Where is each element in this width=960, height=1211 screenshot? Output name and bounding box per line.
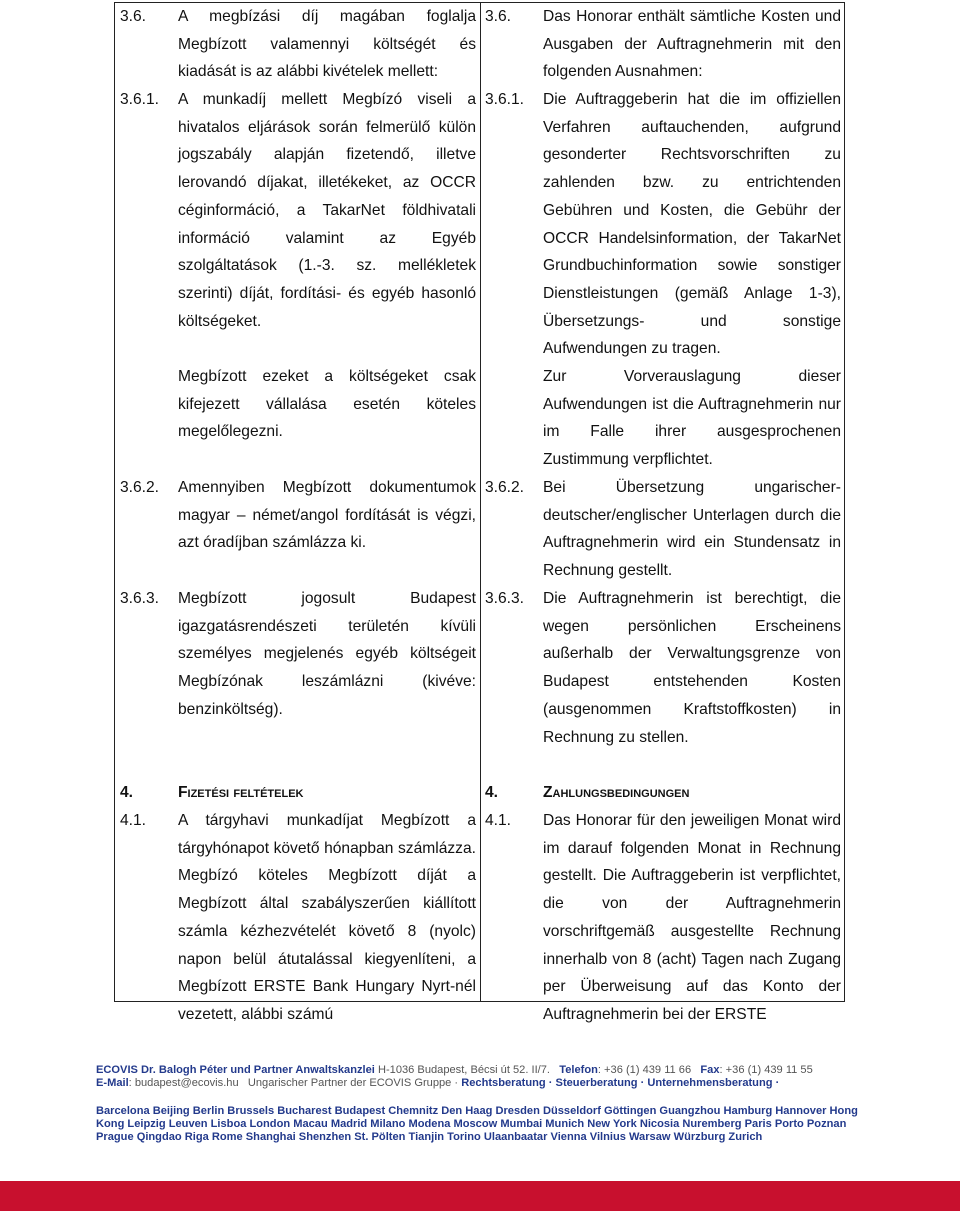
office-cities: Barcelona Beijing Berlin Brussels Bucharest Budapest Chemnitz Den Haag Dresden Düsseldorf Göttingen Guangzhou Hamburg Hannover Hong Kong Leipzig Leuven Lisboa London Macau Madrid Milano Modena Moscow Mumbai Munich New York Nicosia Nuremberg Paris Porto Poznan Prague Qingdao Riga Rome Shanghai Shenzhen St. Pölten Tianjin Torino Ulaanbaatar Vienna Vilnius Warsaw Würzburg Zurich	[96, 1104, 858, 1144]
section-title: Zahlungsbedingungen	[543, 784, 690, 801]
section-text: Megbízott ezeket a költségeket csak kifejezett vállalása esetén köteles megelőlegezni.	[178, 368, 476, 441]
footer-email-line	[96, 1077, 866, 1090]
phone-number: : +36 (1) 439 11 66	[597, 1064, 692, 1076]
section-number: 3.6.1.	[120, 91, 160, 108]
firm-address: H-1036 Budapest, Bécsi út 52. II/7.	[377, 1064, 551, 1076]
fax-number: : +36 (1) 439 11 55	[719, 1064, 813, 1076]
section-number: 4.	[485, 784, 499, 801]
services-list: Rechtsberatung · Steuerberatung · Unternehmensberatung ·	[461, 1077, 780, 1090]
section-number: 3.6.3.	[485, 590, 525, 607]
section-text: Das Honorar für den jeweiligen Monat wird im darauf folgenden Monat in Rechnung gestellt. Die Auftraggeberin ist verpflichtet, die von der Auftragnehmerin vorschriftgemäß ausgestellte Rechnung innerhalb von 8 (acht) Tagen nach Zugang per Überweisung auf das Konto der Auftragnehmerin bei der ERSTE	[543, 812, 841, 1023]
footer-contact-line	[96, 1064, 866, 1077]
section-text: Bei Übersetzung ungarischer-deutscher/englischer Unterlagen durch die Auftragnehmerin wird ein Stundensatz in Rechnung gestellt.	[543, 479, 841, 580]
section-number: 3.6.2.	[485, 479, 525, 496]
section-number: 4.	[120, 784, 134, 801]
email-label: E-Mail	[96, 1077, 129, 1090]
fax-label: Fax	[700, 1064, 720, 1076]
section-number: 3.6.	[120, 8, 147, 25]
section-number: 4.1.	[120, 812, 147, 829]
section-number: 3.6.	[485, 8, 512, 25]
section-number: 3.6.2.	[120, 479, 160, 496]
section-text: A megbízási díj magában foglalja Megbízott valamennyi költségét és kiadását is az alábbi kivételek mellett:	[178, 8, 476, 81]
section-number: 3.6.1.	[485, 91, 525, 108]
phone-label: Telefon	[559, 1064, 598, 1076]
section-text: Die Auftragnehmerin ist berechtigt, die wegen persönlichen Erscheinens außerhalb der Verwaltungsgrenze von Budapest entstehenden Kosten (ausgenommen Kraftstoffkosten) in Rechnung zu stellen.	[543, 590, 841, 746]
section-text: A munkadíj mellett Megbízó viseli a hivatalos eljárások során felmerülő külön jogszabály alapján fizetendő, illetve lerovandó díjakat, illetékeket, az OCCR céginformáció, a TakarNet földhivatali információ valamint az Egyéb szolgáltatások (1.-3. sz. mellékletek szerinti) díját, fordítási- és egyéb hasonló költségeket.	[178, 91, 476, 330]
firm-name: ECOVIS Dr. Balogh Péter und Partner Anwaltskanzlei	[96, 1064, 375, 1076]
section-text: Zur Vorverauslagung dieser Aufwendungen ist die Auftragnehmerin nur im Falle ihrer ausgesprochenen Zustimmung verpflichtet.	[543, 368, 841, 469]
section-text: Amennyiben Megbízott dokumentumok magyar – német/angol fordítását is végzi, azt óradíjban számlázza ki.	[178, 479, 476, 552]
section-text: Das Honorar enthält sämtliche Kosten und Ausgaben der Auftragnehmerin mit den folgenden Ausnahmen:	[543, 8, 841, 81]
page-footer	[96, 1064, 866, 1144]
partner-note: Ungarischer Partner der ECOVIS Gruppe ·	[247, 1077, 459, 1090]
email-address[interactable]: : budapest@ecovis.hu	[128, 1077, 239, 1090]
bilingual-contract-table	[114, 2, 845, 1023]
section-number: 4.1.	[485, 812, 512, 829]
section-text: Megbízott jogosult Budapest igazgatásrendészeti területén kívüli személyes megjelenés egyéb költségeit Megbízónak leszámlázni (kivéve: benzinköltség).	[178, 590, 476, 718]
section-text: A tárgyhavi munkadíjat Megbízott a tárgyhónapot követő hónapban számlázza. Megbízó köteles Megbízott díját a Megbízott által szabályszerűen kiállított számla kézhezvételét követő 8 (nyolc) napon belül átutalással kiegyenlíteni, a Megbízott ERSTE Bank Hungary Nyrt-nél vezetett, alábbi számú	[178, 812, 476, 1023]
brand-bar	[0, 1181, 960, 1211]
section-text: Die Auftraggeberin hat die im offiziellen Verfahren auftauchenden, aufgrund gesonderter Rechtsvorschriften zu zahlenden bzw. zu entrichtenden Gebühren und Kosten, die Gebühr der OCCR Handelsinformation, der TakarNet Grundbuchinformation sowie sonstiger Dienstleistungen (gemäß Anlage 1-3), Übersetzungs- und sonstige Aufwendungen zu tragen.	[543, 91, 841, 358]
column-divider	[480, 3, 481, 1001]
section-title: Fizetési feltételek	[178, 784, 304, 801]
section-number: 3.6.3.	[120, 590, 160, 607]
